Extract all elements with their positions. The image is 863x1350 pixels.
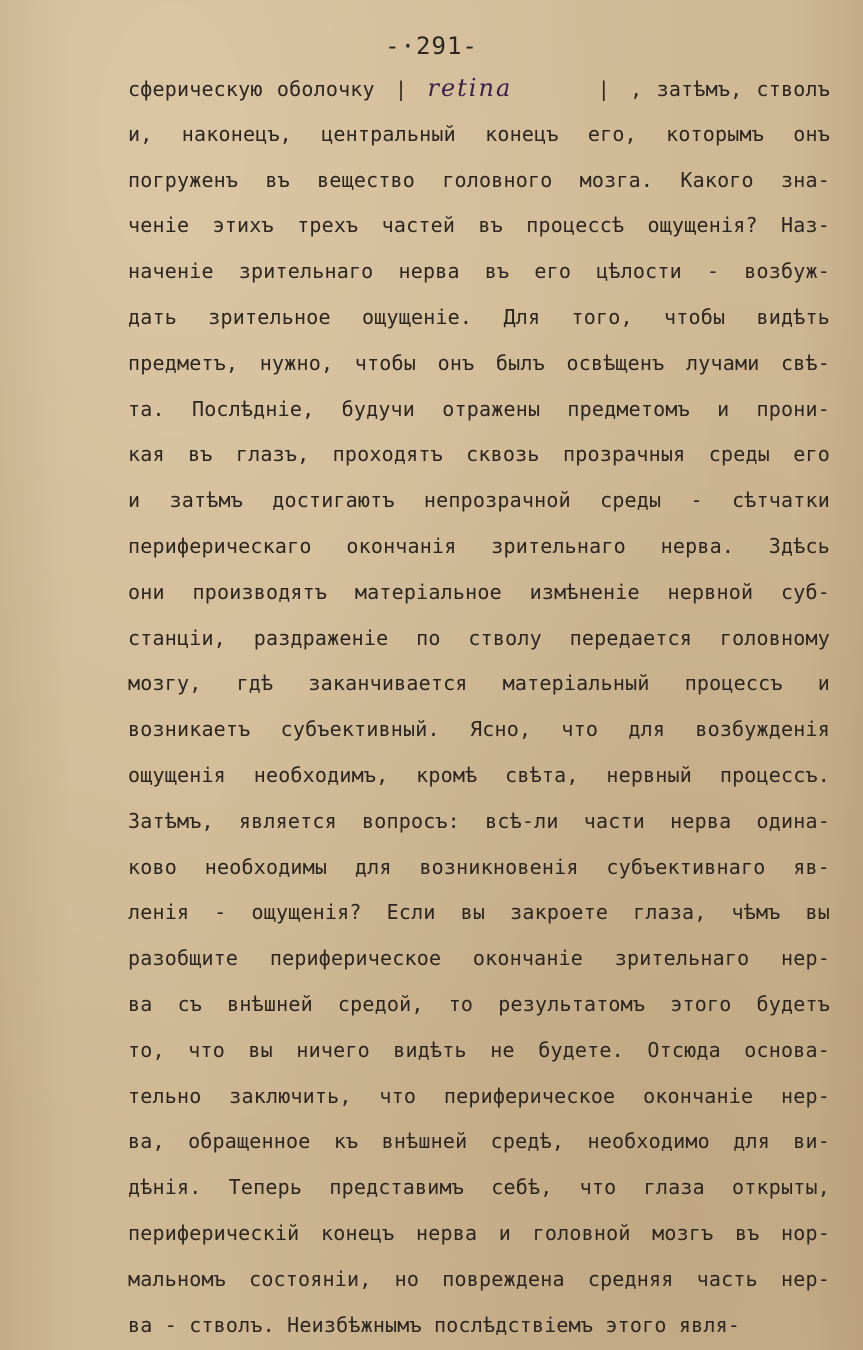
handwritten-annotation: retina <box>427 74 513 102</box>
text-line: ва съ внѣшней средой, то результатомъ этого будетъ <box>128 991 830 1016</box>
bracket-bar-right: | <box>597 77 610 101</box>
text-line: та. Послѣдніе, будучи отражены предметомъ и прони- <box>128 396 830 421</box>
text-line: станціи, раздраженіе по стволу передается головному <box>128 625 830 650</box>
page-number: -·291- <box>385 32 478 60</box>
text-line: возникаетъ субъективный. Ясно, что для возбужденія <box>128 717 830 742</box>
bracket-bar-left: | <box>395 77 408 101</box>
text-line: мозгу, гдѣ заканчивается матеріальный процессъ и <box>128 671 830 696</box>
text-line: ощущенія необходимъ, кромѣ свѣта, нервный процессъ. <box>128 762 830 787</box>
text-line: периферическаго окончанія зрительнаго нерва. Здѣсь <box>128 533 830 558</box>
text-line: мальномъ состояніи, но повреждена средняя часть нер- <box>128 1266 830 1291</box>
text-line: периферическій конецъ нерва и головной мозгъ въ нор- <box>128 1220 830 1245</box>
text-line: ва, обращенное къ внѣшней средѣ, необходимо для ви- <box>128 1129 830 1154</box>
text-line: Затѣмъ, является вопросъ: всѣ-ли части нерва одина- <box>128 808 830 833</box>
line-text-after: , затѣмъ, стволъ <box>630 77 830 101</box>
text-line: и, наконецъ, центральный конецъ его, которымъ онъ <box>128 121 830 146</box>
line-text-before: сферическую оболочку <box>128 77 375 101</box>
text-line: предметъ, нужно, чтобы онъ былъ освѣщенъ лучами свѣ- <box>128 350 830 375</box>
text-body <box>128 66 830 1348</box>
text-line: ва - стволъ. Неизбѣжнымъ послѣдствіемъ этого явля- <box>128 1312 741 1337</box>
text-line: дѣнія. Теперь представимъ себѣ, что глаза открыты, <box>128 1175 830 1200</box>
text-line: они производятъ матеріальное измѣненіе нервной суб- <box>128 579 830 604</box>
text-line: ленія - ощущенія? Если вы закроете глаза, чѣмъ вы <box>128 900 830 925</box>
text-line <box>128 66 830 112</box>
text-line: погруженъ въ вещество головного мозга. Какого зна- <box>128 167 830 192</box>
text-line: дать зрительное ощущеніе. Для того, чтобы видѣть <box>128 304 830 329</box>
text-line: разобщите периферическое окончаніе зрительнаго нер- <box>128 946 830 971</box>
text-line: кая въ глазъ, проходятъ сквозь прозрачныя среды его <box>128 442 830 467</box>
text-line: то, что вы ничего видѣть не будете. Отсюда основа- <box>128 1037 830 1062</box>
text-line: ченіе этихъ трехъ частей въ процессѣ ощущенія? Наз- <box>128 213 830 238</box>
text-line: и затѣмъ достигаютъ непрозрачной среды - сѣтчатки <box>128 488 830 513</box>
text-line: ково необходимы для возникновенія субъективнаго яв- <box>128 854 830 879</box>
text-line: тельно заключить, что периферическое окончаніе нер- <box>128 1083 830 1108</box>
text-line: наченіе зрительнаго нерва въ его цѣлости - возбуж- <box>128 259 830 284</box>
